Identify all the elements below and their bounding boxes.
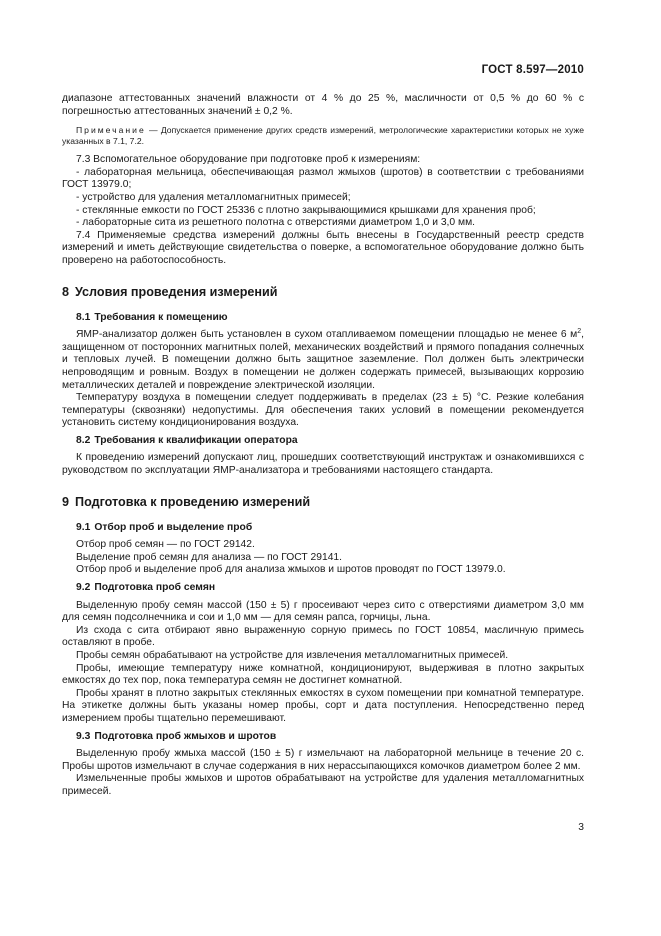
section-9-2-paragraph: Пробы хранят в плотно закрытых стеклянных емкостях в сухом помещении при комнатной температуре. На этикетке должны быть указаны номер пробы, сорт и дата поступления. Непосредственно перед измерением пробы тщательно перемешивают. bbox=[62, 687, 584, 724]
section-8-2-title: Требования к квалификации оператора bbox=[94, 434, 298, 446]
section-9-1-line: Выделение проб семян для анализа — по ГОСТ 29141. bbox=[76, 551, 343, 563]
section-8-heading bbox=[62, 285, 584, 300]
section-9-number: 9 bbox=[62, 494, 70, 509]
section-9-1-line: Отбор проб семян — по ГОСТ 29142. bbox=[76, 539, 255, 551]
section-9-2-number: 9.2 bbox=[76, 582, 91, 594]
section-8-2-paragraph: К проведению измерений допускают лиц, прошедших соответствующий инструктаж и ознакомившихся с руководством по эксплуатации ЯМР-анализатора и требованиями настоящего стандарта. bbox=[62, 452, 584, 477]
section-9-2-paragraph: Выделенную пробу семян массой (150 ± 5) г просеивают через сито с отверстиями диаметром 3,0 мм для семян подсолнечника и сои и 1,0 мм — для семян рапса, горчицы, льна. bbox=[62, 599, 584, 624]
section-9-2-title: Подготовка проб семян bbox=[94, 582, 216, 594]
superscript: 2 bbox=[577, 328, 582, 336]
section-8-1-paragraph-1 bbox=[62, 329, 584, 392]
document-id: ГОСТ 8.597—2010 bbox=[481, 64, 584, 76]
list-item: - стеклянные емкости по ГОСТ 25336 с плотно закрывающимися крышками для хранения проб; bbox=[76, 204, 536, 216]
section-8-2-heading bbox=[62, 435, 584, 448]
section-9-2-paragraph: Пробы, имеющие температуру ниже комнатной, кондиционируют, выдерживая в плотно закрытых емкостях до тех пор, пока температура семян не достигнет комнатной. bbox=[62, 662, 584, 687]
section-8-1-number: 8.1 bbox=[76, 311, 91, 323]
section-9-heading bbox=[62, 495, 584, 510]
section-8-1-heading bbox=[62, 312, 584, 325]
section-9-2-paragraph: Пробы семян обрабатывают на устройстве для извлечения металломагнитных примесей. bbox=[76, 650, 509, 661]
page-content bbox=[62, 93, 584, 799]
section-9-1-number: 9.1 bbox=[76, 521, 91, 533]
section-9-3-title: Подготовка проб жмыхов и шротов bbox=[94, 730, 277, 742]
page-number: 3 bbox=[578, 822, 584, 833]
section-8-1-title: Требования к помещению bbox=[94, 311, 228, 323]
section-8-title: Условия проведения измерений bbox=[75, 284, 278, 299]
section-9-2-paragraph: Из схода с сита отбирают явно выраженную сорную примесь по ГОСТ 10854, масличную примесь оставляют в пробе. bbox=[62, 624, 584, 649]
section-9-3-paragraph: Выделенную пробу жмыха массой (150 ± 5) г измельчают на лабораторной мельнице в течение 20 с. Пробы шротов измельчают в случае содержания в них нерассыпающихся комочков диаметром более 2 мм. bbox=[62, 748, 584, 772]
note-paragraph bbox=[62, 125, 584, 147]
section-8-1-paragraph-2: Температуру воздуха в помещении следует поддерживать в пределах (23 ± 5) °С. Резкие колебания температуры (сквозняки) недопустимы. Для обеспечения таких условий в помещении рекомендуется установить систему кондиционирования воздуха. bbox=[62, 392, 584, 429]
section-9-1-heading bbox=[62, 522, 584, 535]
list-item: - лабораторные сита из решетного полотна с отверстиями диаметром 1,0 и 3,0 мм. bbox=[76, 217, 476, 229]
section-9-3-heading bbox=[62, 731, 584, 744]
note-text: — Допускается применение других средств измерений, метрологические характеристики которых не хуже указанных в 7.1, 7.2. bbox=[62, 125, 584, 147]
note-label: Примечание bbox=[76, 125, 146, 136]
section-9-2-heading bbox=[62, 582, 584, 595]
section-9-title: Подготовка к проведению измерений bbox=[75, 494, 311, 509]
section-9-1-title: Отбор проб и выделение проб bbox=[94, 521, 253, 533]
section-8-2-number: 8.2 bbox=[76, 434, 91, 446]
section-8-number: 8 bbox=[62, 284, 70, 299]
section-8-1-text-b: , защищенном от посторонних магнитных полей, механических воздействий и прямого попадания солнечных и тепловых лучей. В помещении должно быть защитное заземление. Пол должен быть электрически непроводящим и ровным. Воздух в помещении не должен содержать примесей, вызывающих коррозию металлических деталей и повреждение электрической изоляции. bbox=[62, 329, 584, 391]
list-item: - лабораторная мельница, обеспечивающая размол жмыхов (шротов) в соответствии с требованиями ГОСТ 13979.0; bbox=[62, 166, 584, 191]
section-7-3-title: 7.3 Вспомогательное оборудование при подготовке проб к измерениям: bbox=[76, 154, 421, 166]
list-item: - устройство для удаления металломагнитных примесей; bbox=[76, 191, 351, 203]
section-7-4-paragraph: 7.4 Применяемые средства измерений должны быть внесены в Государственный реестр средств измерений и иметь действующие свидетельства о поверке, а вспомогательное оборудование должно быть проверено на работоспособность. bbox=[62, 229, 584, 266]
intro-paragraph: диапазоне аттестованных значений влажности от 4 % до 25 %, масличности от 0,5 % до 60 % с погрешностью аттестованных значений ± 0,2 %. bbox=[62, 93, 584, 117]
section-9-1-line: Отбор проб и выделение проб для анализа жмыхов и шротов проводят по ГОСТ 13979.0. bbox=[76, 564, 506, 576]
section-8-1-text-a: ЯМР-анализатор должен быть установлен в сухом отапливаемом помещении площадью не менее 6 м bbox=[76, 329, 578, 341]
section-9-3-paragraph: Измельченные пробы жмыхов и шротов обрабатывают на устройстве для удаления металломагнитных примесей. bbox=[62, 773, 584, 797]
section-9-3-number: 9.3 bbox=[76, 730, 91, 742]
